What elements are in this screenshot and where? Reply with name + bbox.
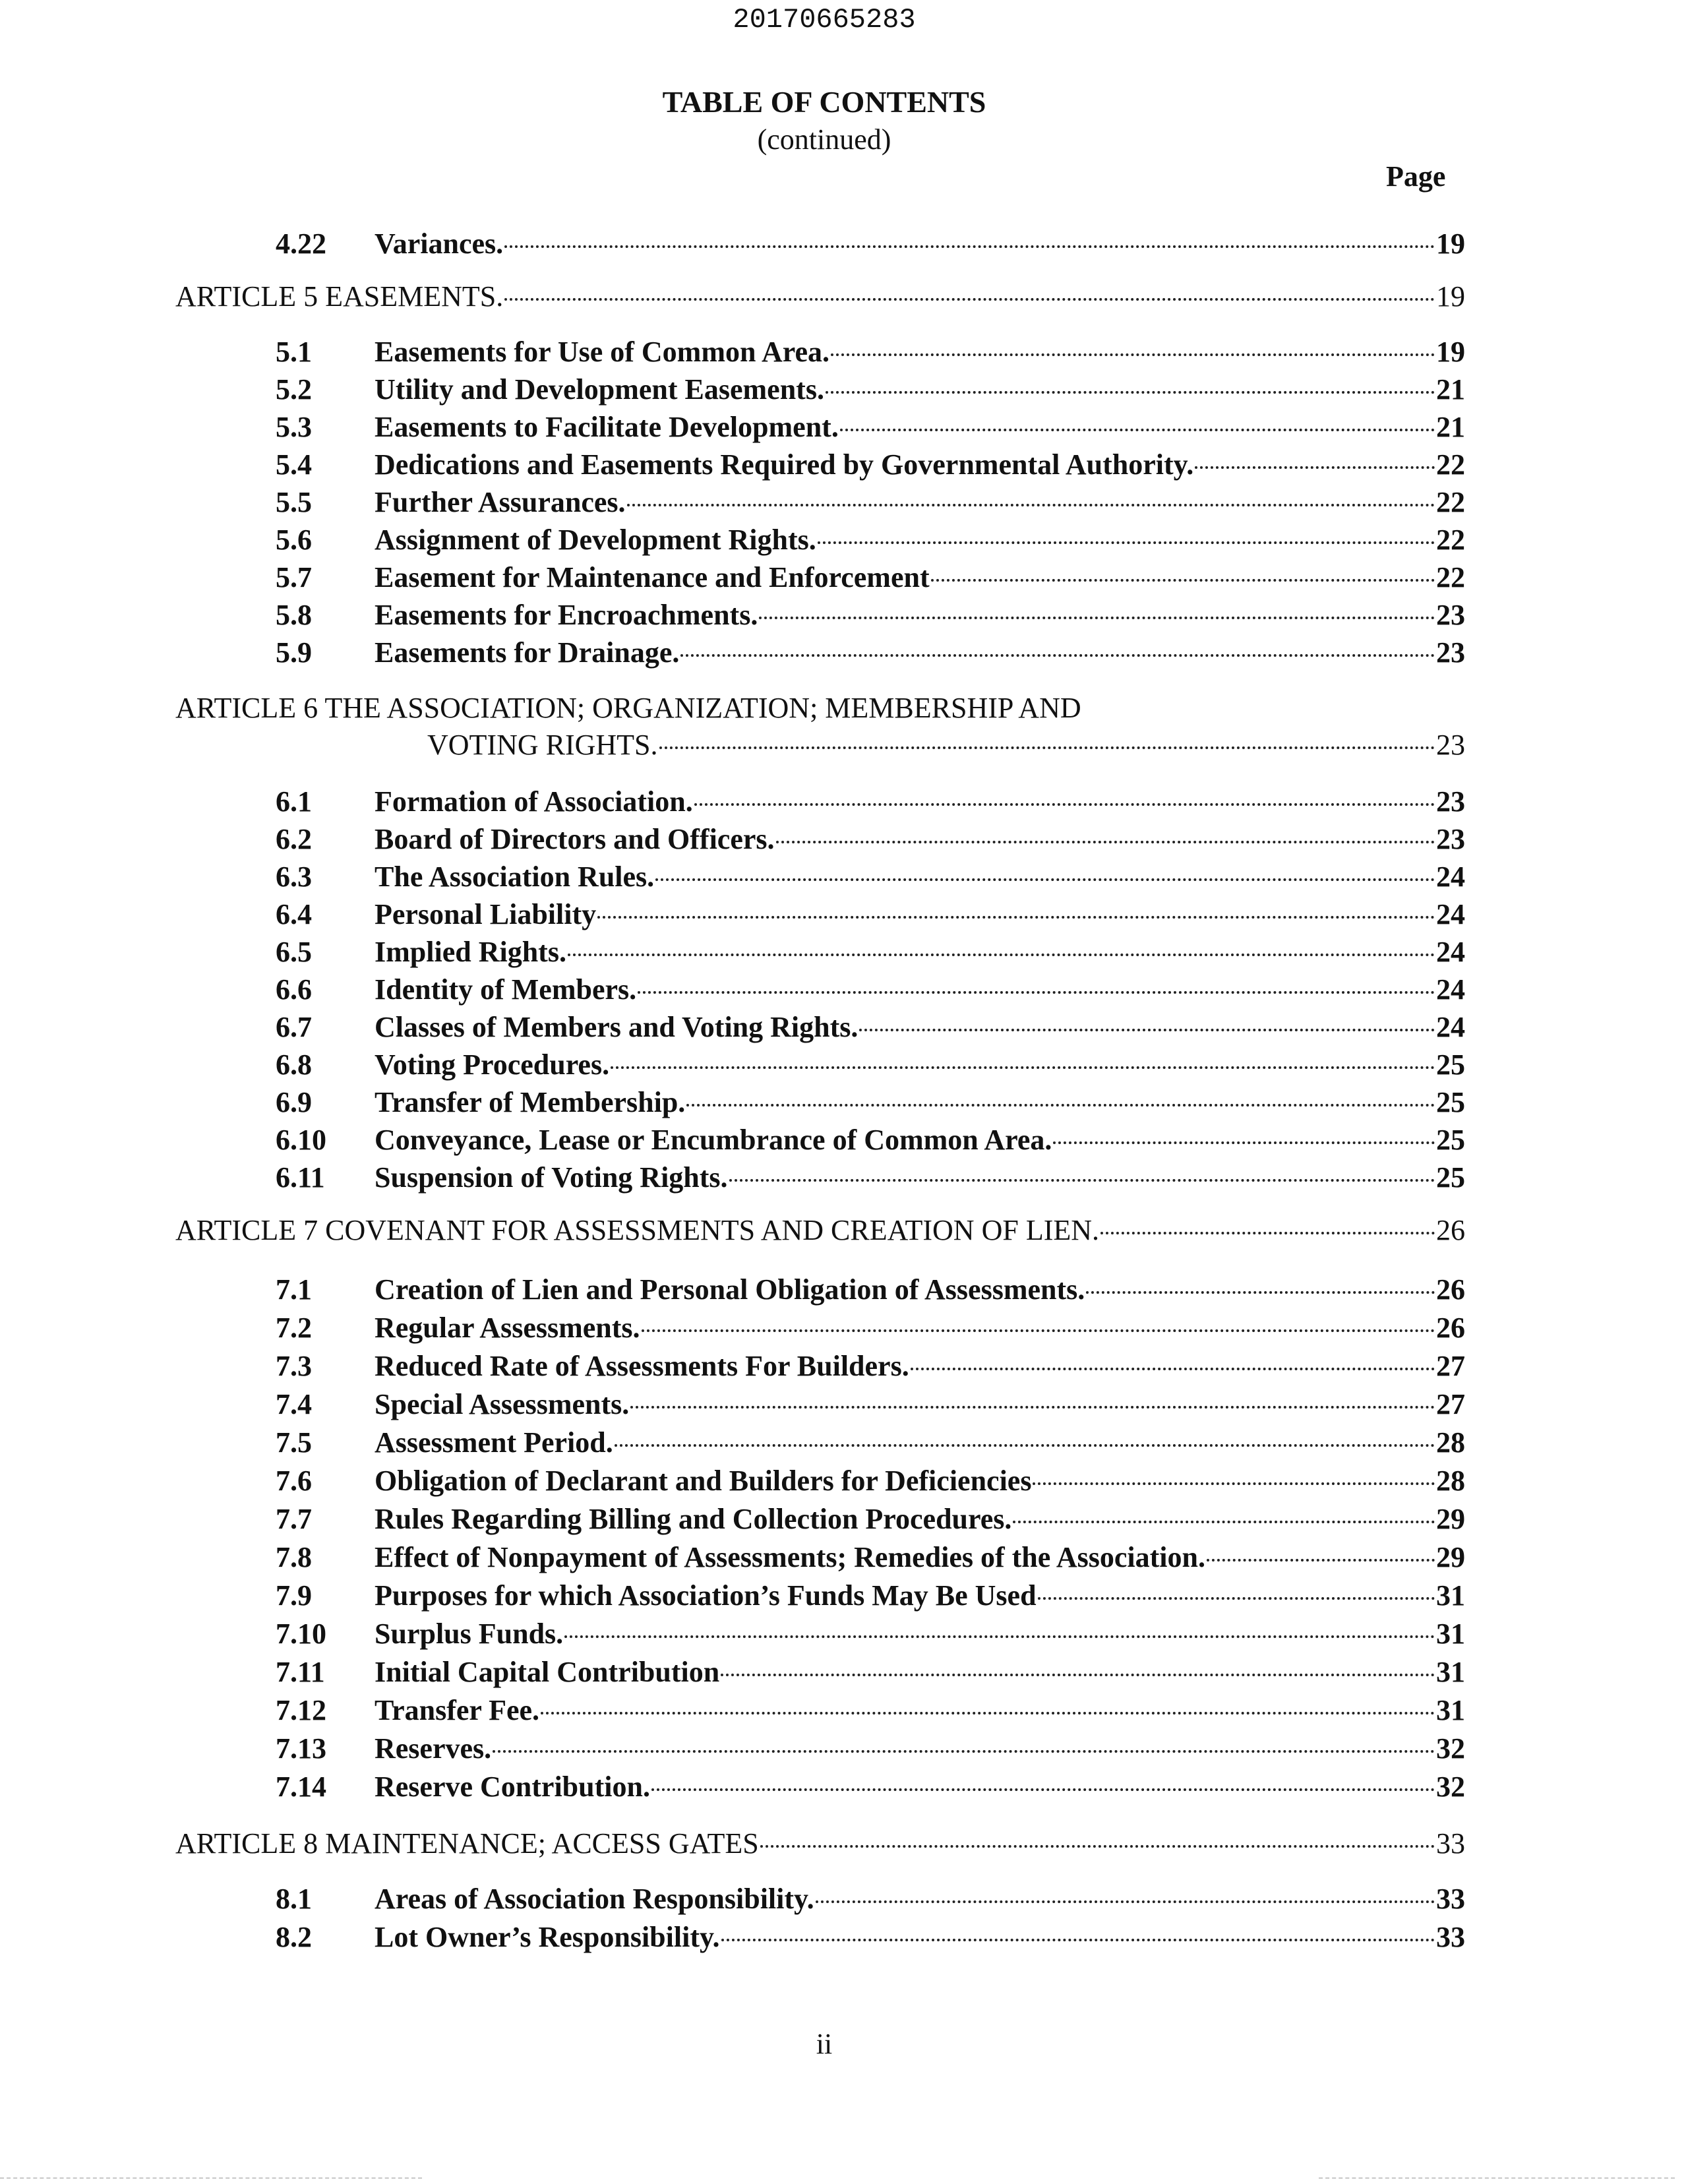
dot-leader bbox=[816, 1900, 1435, 1903]
dot-leader bbox=[826, 391, 1435, 394]
dot-leader bbox=[694, 803, 1435, 806]
toc-entry bbox=[276, 1693, 1465, 1730]
section-number: 6.9 bbox=[276, 1086, 312, 1118]
dot-leader bbox=[597, 916, 1435, 919]
page-subtitle: (continued) bbox=[757, 123, 891, 156]
toc-entry bbox=[276, 1920, 1465, 1957]
toc-entry bbox=[276, 1732, 1465, 1769]
article-title: ARTICLE 7 COVENANT FOR ASSESSMENTS AND CREATION OF LIEN. bbox=[175, 1214, 1099, 1246]
dot-leader bbox=[493, 1750, 1435, 1753]
section-title: Purposes for which Association’s Funds May Be Used bbox=[375, 1579, 1037, 1612]
dot-leader bbox=[721, 1939, 1435, 1941]
toc-entry bbox=[276, 1123, 1465, 1160]
section-title: Transfer Fee. bbox=[375, 1694, 540, 1726]
toc-entry bbox=[276, 897, 1465, 934]
page-ref: 33 bbox=[1436, 1921, 1465, 1953]
section-title: Lot Owner’s Responsibility. bbox=[375, 1921, 720, 1953]
section-number: 6.4 bbox=[276, 898, 312, 930]
section-title: Regular Assessments. bbox=[375, 1312, 640, 1344]
section-number: 7.14 bbox=[276, 1771, 326, 1803]
dot-leader bbox=[504, 245, 1435, 248]
section-title: Implied Rights. bbox=[375, 936, 566, 968]
toc-entry bbox=[276, 1085, 1465, 1122]
page-ref: 25 bbox=[1436, 1161, 1465, 1194]
page-ref: 22 bbox=[1436, 486, 1465, 518]
toc-entry bbox=[276, 973, 1465, 1010]
page-ref: 31 bbox=[1436, 1579, 1465, 1612]
section-number: 5.3 bbox=[276, 411, 312, 443]
dot-leader bbox=[615, 1444, 1435, 1447]
dot-leader bbox=[1195, 466, 1435, 469]
section-number: 7.9 bbox=[276, 1579, 312, 1612]
toc-entry bbox=[276, 1010, 1465, 1047]
section-title: Creation of Lien and Personal Obligation of Assessments. bbox=[375, 1273, 1085, 1306]
section-title: Identity of Members. bbox=[375, 973, 637, 1006]
section-number: 5.6 bbox=[276, 524, 312, 556]
section-number: 7.4 bbox=[276, 1388, 312, 1420]
section-title: Surplus Funds. bbox=[375, 1618, 564, 1650]
section-title: Areas of Association Responsibility. bbox=[375, 1883, 814, 1915]
toc-entry bbox=[276, 1579, 1465, 1616]
page-ref: 29 bbox=[1436, 1503, 1465, 1535]
section-number: 7.11 bbox=[276, 1656, 325, 1688]
dot-leader bbox=[568, 954, 1435, 956]
article-title: ARTICLE 8 MAINTENANCE; ACCESS GATES bbox=[175, 1827, 759, 1860]
section-number: 6.5 bbox=[276, 936, 312, 968]
section-number: 7.1 bbox=[276, 1273, 312, 1306]
toc-entry bbox=[276, 1882, 1465, 1919]
toc-entry bbox=[276, 335, 1465, 372]
dot-leader bbox=[655, 878, 1435, 881]
section-number: 7.2 bbox=[276, 1312, 312, 1344]
page-ref: 21 bbox=[1436, 411, 1465, 443]
section-title: Initial Capital Contribution bbox=[375, 1656, 720, 1688]
dot-leader bbox=[659, 746, 1435, 749]
page-ref: 19 bbox=[1436, 280, 1465, 313]
dot-leader bbox=[630, 1406, 1435, 1409]
toc-entry bbox=[276, 935, 1465, 972]
toc-entry bbox=[276, 410, 1465, 447]
section-title: Transfer of Membership. bbox=[375, 1086, 686, 1118]
dot-leader bbox=[680, 654, 1435, 657]
section-number: 6.1 bbox=[276, 785, 312, 818]
toc-article-entry bbox=[175, 280, 1465, 317]
section-number: 8.1 bbox=[276, 1883, 312, 1915]
section-number: 5.7 bbox=[276, 561, 312, 593]
section-title: Classes of Members and Voting Rights. bbox=[375, 1011, 859, 1043]
toc-entry bbox=[276, 1655, 1465, 1692]
section-number: 7.12 bbox=[276, 1694, 326, 1726]
section-title: Further Assurances. bbox=[375, 486, 626, 518]
section-title: Obligation of Declarant and Builders for Deficiencies bbox=[375, 1465, 1032, 1497]
dot-leader bbox=[759, 617, 1435, 619]
section-number: 7.7 bbox=[276, 1503, 312, 1535]
section-number: 6.8 bbox=[276, 1048, 312, 1081]
section-number: 6.3 bbox=[276, 861, 312, 893]
page-ref: 24 bbox=[1436, 1011, 1465, 1043]
page-ref: 32 bbox=[1436, 1732, 1465, 1765]
page-ref: 26 bbox=[1436, 1312, 1465, 1344]
page-ref: 26 bbox=[1436, 1273, 1465, 1306]
section-title: Conveyance, Lease or Encumbrance of Common Area. bbox=[375, 1124, 1052, 1156]
section-title: Reduced Rate of Assessments For Builders. bbox=[375, 1350, 909, 1382]
dot-leader bbox=[859, 1029, 1435, 1031]
page-ref: 24 bbox=[1436, 898, 1465, 930]
toc-entry bbox=[276, 1387, 1465, 1424]
page-ref: 26 bbox=[1436, 1214, 1465, 1246]
dot-leader bbox=[541, 1712, 1435, 1714]
section-title: Assignment of Development Rights. bbox=[375, 524, 816, 556]
page-ref: 33 bbox=[1436, 1827, 1465, 1860]
section-number: 4.22 bbox=[276, 228, 326, 260]
dot-leader bbox=[611, 1066, 1435, 1069]
dot-leader bbox=[931, 579, 1435, 582]
section-number: 6.10 bbox=[276, 1124, 326, 1156]
toc-entry bbox=[276, 1770, 1465, 1807]
dot-leader bbox=[760, 1845, 1435, 1848]
page-ref: 31 bbox=[1436, 1618, 1465, 1650]
section-number: 5.9 bbox=[276, 636, 312, 669]
toc-entry bbox=[276, 1540, 1465, 1577]
section-title: Easements to Facilitate Development. bbox=[375, 411, 839, 443]
section-number: 6.7 bbox=[276, 1011, 312, 1043]
section-title: Utility and Development Easements. bbox=[375, 373, 824, 406]
page-ref: 23 bbox=[1436, 729, 1465, 761]
toc-entry bbox=[276, 860, 1465, 897]
section-number: 5.8 bbox=[276, 599, 312, 631]
page-ref: 23 bbox=[1436, 599, 1465, 631]
page-ref: 32 bbox=[1436, 1771, 1465, 1803]
dot-leader bbox=[1086, 1291, 1435, 1294]
section-title: Suspension of Voting Rights. bbox=[375, 1161, 728, 1194]
dot-leader bbox=[911, 1368, 1435, 1370]
section-number: 6.2 bbox=[276, 823, 312, 855]
section-title: Reserves. bbox=[375, 1732, 492, 1765]
toc-entry bbox=[276, 1502, 1465, 1539]
dot-leader bbox=[1013, 1521, 1435, 1523]
dot-leader bbox=[776, 841, 1435, 843]
page-ref: 24 bbox=[1436, 936, 1465, 968]
page-ref: 23 bbox=[1436, 636, 1465, 669]
page-ref: 27 bbox=[1436, 1350, 1465, 1382]
article-title: ARTICLE 6 THE ASSOCIATION; ORGANIZATION; MEMBERSHIP AND bbox=[175, 692, 1081, 724]
page-ref: 22 bbox=[1436, 524, 1465, 556]
section-number: 5.4 bbox=[276, 448, 312, 481]
page-ref: 25 bbox=[1436, 1048, 1465, 1081]
page-ref: 23 bbox=[1436, 823, 1465, 855]
dot-leader bbox=[564, 1635, 1435, 1638]
page-ref: 23 bbox=[1436, 785, 1465, 818]
page-ref: 29 bbox=[1436, 1541, 1465, 1573]
section-title: Easements for Drainage. bbox=[375, 636, 680, 669]
dot-leader bbox=[1207, 1559, 1435, 1562]
dot-leader bbox=[840, 429, 1435, 431]
page-ref: 31 bbox=[1436, 1694, 1465, 1726]
page-number: ii bbox=[816, 2028, 833, 2060]
section-title: Board of Directors and Officers. bbox=[375, 823, 775, 855]
toc-entry bbox=[276, 1426, 1465, 1463]
page-ref: 31 bbox=[1436, 1656, 1465, 1688]
section-title: Rules Regarding Billing and Collection Procedures. bbox=[375, 1503, 1012, 1535]
toc-entry bbox=[276, 1617, 1465, 1654]
section-number: 7.6 bbox=[276, 1465, 312, 1497]
dot-leader bbox=[642, 1329, 1435, 1332]
dot-leader bbox=[729, 1179, 1435, 1182]
page-ref: 25 bbox=[1436, 1086, 1465, 1118]
page-column-label: Page bbox=[1386, 160, 1446, 193]
page-ref: 33 bbox=[1436, 1883, 1465, 1915]
page-ref: 27 bbox=[1436, 1388, 1465, 1420]
toc-entry bbox=[276, 448, 1465, 485]
scan-artifact-line bbox=[0, 2177, 422, 2179]
toc-entry bbox=[276, 1161, 1465, 1198]
toc-entry bbox=[276, 561, 1465, 597]
section-title: Assessment Period. bbox=[375, 1426, 613, 1459]
section-title: Reserve Contribution. bbox=[375, 1771, 650, 1803]
toc-entry bbox=[276, 785, 1465, 822]
document-id: 20170665283 bbox=[733, 4, 916, 36]
section-title: Easements for Encroachments. bbox=[375, 599, 758, 631]
dot-leader bbox=[627, 504, 1435, 506]
section-number: 6.11 bbox=[276, 1161, 325, 1194]
page-ref: 28 bbox=[1436, 1426, 1465, 1459]
toc-entry bbox=[276, 1464, 1465, 1501]
dot-leader bbox=[1100, 1232, 1435, 1234]
toc-entry bbox=[276, 598, 1465, 635]
page-ref: 19 bbox=[1436, 336, 1465, 368]
article-title: ARTICLE 5 EASEMENTS. bbox=[175, 280, 504, 313]
section-title: Personal Liability bbox=[375, 898, 597, 930]
section-number: 5.2 bbox=[276, 373, 312, 406]
section-number: 6.6 bbox=[276, 973, 312, 1006]
toc-entry bbox=[276, 373, 1465, 410]
section-title: Dedications and Easements Required by Governmental Authority. bbox=[375, 448, 1194, 481]
scan-artifact-line bbox=[1319, 2177, 1675, 2179]
section-title: Formation of Association. bbox=[375, 785, 693, 818]
toc-entry bbox=[276, 227, 1465, 264]
page-title: TABLE OF CONTENTS bbox=[662, 85, 986, 119]
dot-leader bbox=[1053, 1141, 1435, 1144]
section-number: 5.1 bbox=[276, 336, 312, 368]
section-number: 5.5 bbox=[276, 486, 312, 518]
section-title: Easements for Use of Common Area. bbox=[375, 336, 830, 368]
section-number: 7.10 bbox=[276, 1618, 326, 1650]
section-title: The Association Rules. bbox=[375, 861, 655, 893]
dot-leader bbox=[651, 1788, 1435, 1791]
page-ref: 19 bbox=[1436, 228, 1465, 260]
page-ref: 22 bbox=[1436, 448, 1465, 481]
page-ref: 28 bbox=[1436, 1465, 1465, 1497]
page-ref: 25 bbox=[1436, 1124, 1465, 1156]
section-title: Easement for Maintenance and Enforcement bbox=[375, 561, 930, 593]
page-ref: 24 bbox=[1436, 973, 1465, 1006]
dot-leader bbox=[638, 991, 1435, 994]
article-title-continued: VOTING RIGHTS. bbox=[427, 729, 658, 761]
toc-entry bbox=[276, 1311, 1465, 1348]
section-number: 7.5 bbox=[276, 1426, 312, 1459]
section-title: Voting Procedures. bbox=[375, 1048, 610, 1081]
section-number: 7.3 bbox=[276, 1350, 312, 1382]
dot-leader bbox=[818, 541, 1435, 544]
toc-entry bbox=[276, 822, 1465, 859]
section-number: 7.8 bbox=[276, 1541, 312, 1573]
page-ref: 24 bbox=[1436, 861, 1465, 893]
toc-entry bbox=[276, 523, 1465, 560]
section-number: 7.13 bbox=[276, 1732, 326, 1765]
dot-leader bbox=[721, 1674, 1435, 1676]
dot-leader bbox=[504, 298, 1435, 301]
toc-article-entry bbox=[175, 1213, 1465, 1250]
dot-leader bbox=[686, 1104, 1435, 1107]
toc-entry bbox=[276, 636, 1465, 673]
section-title: Variances. bbox=[375, 228, 504, 260]
toc-entry bbox=[276, 1048, 1465, 1085]
dot-leader bbox=[831, 353, 1435, 356]
section-title: Special Assessments. bbox=[375, 1388, 630, 1420]
toc-article-entry bbox=[175, 1827, 1465, 1864]
toc-entry bbox=[276, 1349, 1465, 1386]
page-ref: 21 bbox=[1436, 373, 1465, 406]
dot-leader bbox=[1038, 1597, 1435, 1600]
toc-article-entry bbox=[427, 728, 1465, 765]
section-title: Effect of Nonpayment of Assessments; Remedies of the Association. bbox=[375, 1541, 1205, 1573]
dot-leader bbox=[1033, 1482, 1435, 1485]
section-number: 8.2 bbox=[276, 1921, 312, 1953]
toc-entry bbox=[276, 485, 1465, 522]
page-ref: 22 bbox=[1436, 561, 1465, 593]
toc-entry bbox=[276, 1273, 1465, 1310]
